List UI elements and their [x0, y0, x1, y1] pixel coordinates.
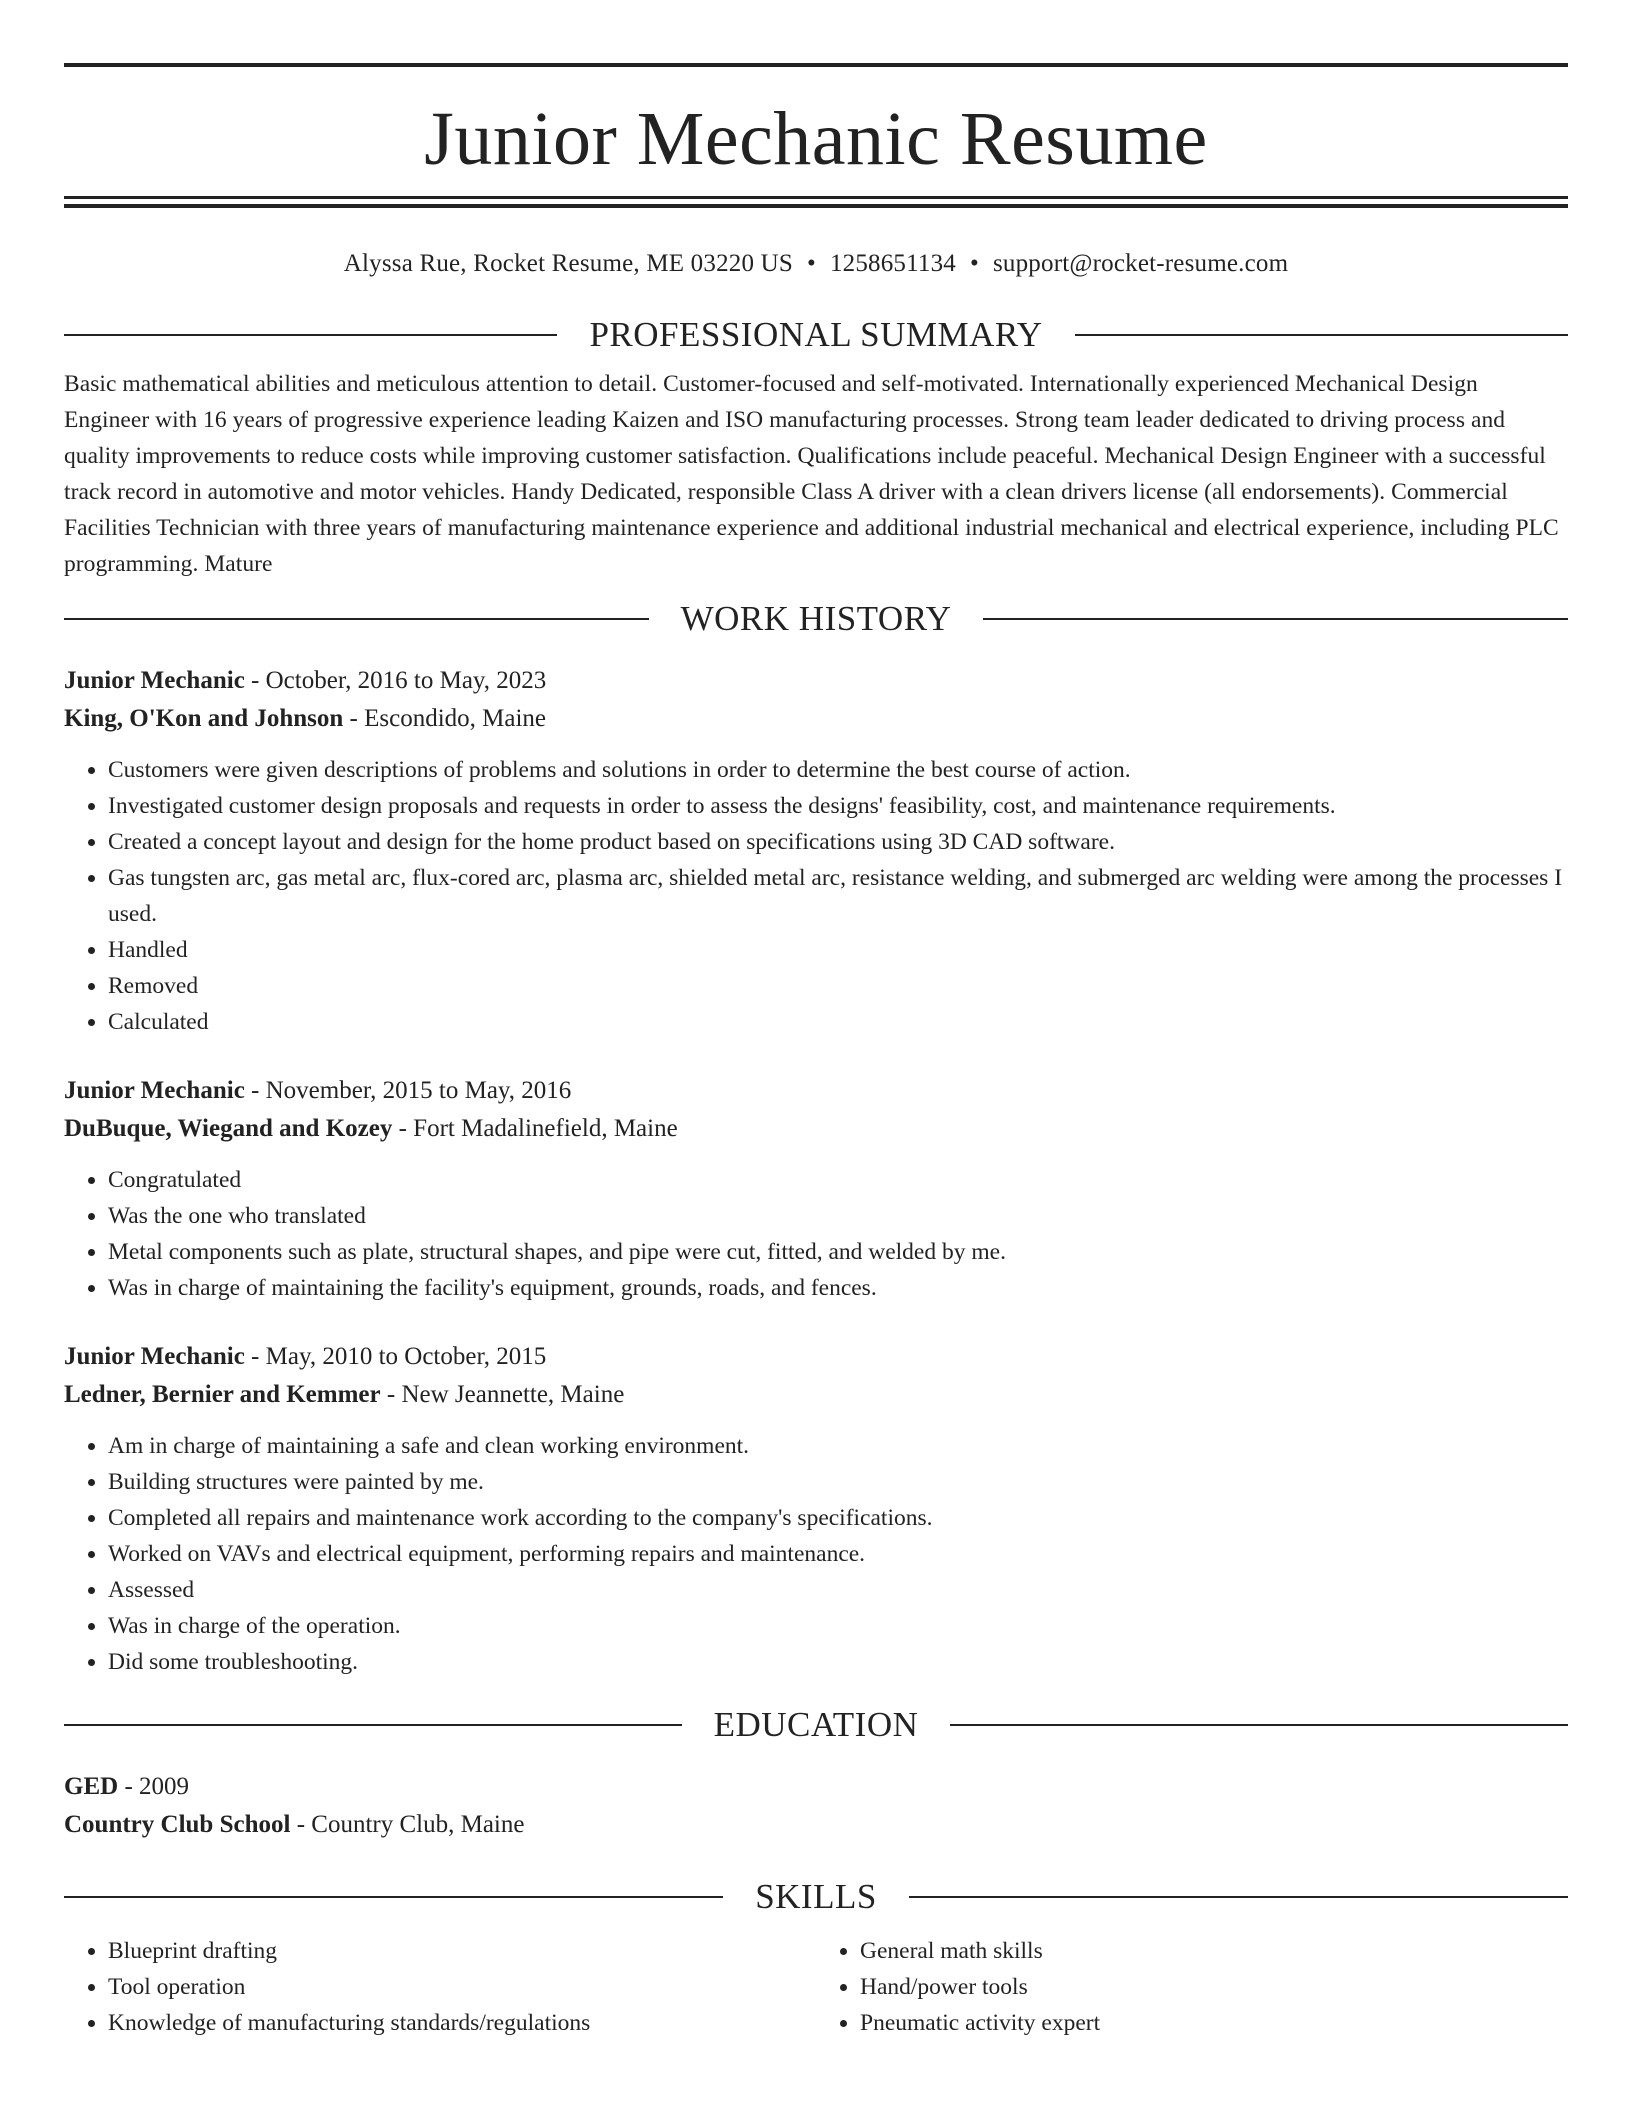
- list-item: • Assessed: [108, 1572, 1568, 1608]
- job-dates: - November, 2015 to May, 2016: [244, 1077, 572, 1104]
- list-item: • Was the one who translated: [108, 1198, 1568, 1234]
- divider: [909, 1896, 1568, 1898]
- section-heading-education: [64, 1705, 1568, 1745]
- summary-text: Basic mathematical abilities and meticulous attention to detail. Customer-focused and self-motivated. Internationally experienced Mechanical Design Engineer with 16 years of progressive experience leading Kaizen and ISO manufacturing processes. Strong team leader dedicated to driving process and quality improvements to reduce costs while improving customer satisfaction. Qualifications include peaceful. Mechanical Design Engineer with a successful track record in automotive and motor vehicles. Handy Dedicated, responsible Class A driver with a clean drivers license (all endorsements). Commercial Facilities Technician with three years of manufacturing maintenance experience and additional industrial mechanical and electrical experience, including PLC programming. Mature: [64, 371, 1559, 577]
- divider: [64, 334, 557, 336]
- list-item: • Pneumatic activity expert: [860, 2005, 1568, 2041]
- list-item: • Tool operation: [108, 1969, 816, 2005]
- list-item: • Was in charge of the operation.: [108, 1608, 1568, 1644]
- section-heading-summary: [64, 315, 1568, 355]
- job-bullets: [64, 1162, 1568, 1306]
- job-title: Junior Mechanic: [64, 1077, 245, 1104]
- list-item: • Did some troubleshooting.: [108, 1644, 1568, 1680]
- job-entry: [64, 662, 1568, 1040]
- job-company-line: [64, 1110, 1568, 1148]
- top-rule: [64, 63, 1568, 67]
- education-degree-line: [64, 1768, 1568, 1806]
- contact-phone: 1258651134: [829, 250, 957, 277]
- list-item: • Knowledge of manufacturing standards/regulations: [108, 2005, 816, 2041]
- contact-address: Alyssa Rue, Rocket Resume, ME 03220 US: [343, 250, 793, 277]
- list-item: • Metal components such as plate, structural shapes, and pipe were cut, fitted, and welded by me.: [108, 1234, 1568, 1270]
- skills-column-right: [816, 1933, 1568, 2041]
- education-year: - 2009: [118, 1773, 190, 1800]
- education-location: - Country Club, Maine: [290, 1811, 525, 1838]
- job-bullets: [64, 1428, 1568, 1680]
- list-item: • Gas tungsten arc, gas metal arc, flux-cored arc, plasma arc, shielded metal arc, resistance welding, and submerged arc welding were among the processes I used.: [108, 860, 1568, 932]
- list-item: • Investigated customer design proposals and requests in order to assess the designs' feasibility, cost, and maintenance requirements.: [108, 788, 1568, 824]
- divider: [64, 618, 649, 620]
- job-location: - New Jeannette, Maine: [380, 1381, 625, 1408]
- job-entry: [64, 1072, 1568, 1306]
- job-bullets: [64, 752, 1568, 1040]
- section-heading-work-history: [64, 599, 1568, 639]
- divider: [1075, 334, 1568, 336]
- list-item: • General math skills: [860, 1933, 1568, 1969]
- list-item: • Handled: [108, 932, 1568, 968]
- list-item: • Congratulated: [108, 1162, 1568, 1198]
- job-entry: [64, 1338, 1568, 1680]
- list-item: • Blueprint drafting: [108, 1933, 816, 1969]
- contact-line: [64, 249, 1568, 279]
- title-double-rule: [64, 196, 1568, 208]
- resume-page: [64, 0, 1568, 2041]
- job-company: DuBuque, Wiegand and Kozey: [64, 1115, 393, 1142]
- education-school-line: [64, 1806, 1568, 1844]
- education-entry: [64, 1768, 1568, 1844]
- section-title: SKILLS: [755, 1877, 877, 1916]
- job-title: Junior Mechanic: [64, 667, 245, 694]
- list-item: • Building structures were painted by me.: [108, 1464, 1568, 1500]
- divider: [983, 618, 1568, 620]
- divider: [64, 1896, 723, 1898]
- job-location: - Escondido, Maine: [343, 705, 547, 732]
- contact-separator: •: [806, 250, 816, 277]
- education-degree: GED: [64, 1773, 119, 1800]
- section-heading-skills: [64, 1877, 1568, 1917]
- list-item: • Customers were given descriptions of problems and solutions in order to determine the best course of action.: [108, 752, 1568, 788]
- skills-column-left: [64, 1933, 816, 2041]
- job-title: Junior Mechanic: [64, 1343, 245, 1370]
- page-title: Junior Mechanic Resume: [424, 97, 1208, 181]
- list-item: • Worked on VAVs and electrical equipment, performing repairs and maintenance.: [108, 1536, 1568, 1572]
- list-item: • Completed all repairs and maintenance work according to the company's specifications.: [108, 1500, 1568, 1536]
- divider: [64, 1724, 682, 1726]
- job-company-line: [64, 700, 1568, 738]
- job-company: Ledner, Bernier and Kemmer: [64, 1381, 381, 1408]
- list-item: • Calculated: [108, 1004, 1568, 1040]
- list-item: • Am in charge of maintaining a safe and clean working environment.: [108, 1428, 1568, 1464]
- job-title-line: [64, 1338, 1568, 1376]
- job-title-line: [64, 662, 1568, 700]
- contact-email: support@rocket-resume.com: [992, 250, 1289, 277]
- job-company: King, O'Kon and Johnson: [64, 705, 344, 732]
- section-title: EDUCATION: [713, 1705, 919, 1744]
- job-title-line: [64, 1072, 1568, 1110]
- job-dates: - October, 2016 to May, 2023: [244, 667, 547, 694]
- contact-separator: •: [970, 250, 979, 277]
- list-item: • Was in charge of maintaining the facility's equipment, grounds, roads, and fences.: [108, 1270, 1568, 1306]
- list-item: • Hand/power tools: [860, 1969, 1568, 2005]
- divider: [950, 1724, 1568, 1726]
- section-title: WORK HISTORY: [680, 599, 952, 638]
- job-location: - Fort Madalinefield, Maine: [392, 1115, 678, 1142]
- list-item: • Removed: [108, 968, 1568, 1004]
- job-company-line: [64, 1376, 1568, 1414]
- section-title: PROFESSIONAL SUMMARY: [589, 315, 1043, 354]
- list-item: • Created a concept layout and design for the home product based on specifications using 3D CAD software.: [108, 824, 1568, 860]
- skills-list: [64, 1933, 1568, 2041]
- job-dates: - May, 2010 to October, 2015: [244, 1343, 547, 1370]
- education-school: Country Club School: [64, 1811, 291, 1838]
